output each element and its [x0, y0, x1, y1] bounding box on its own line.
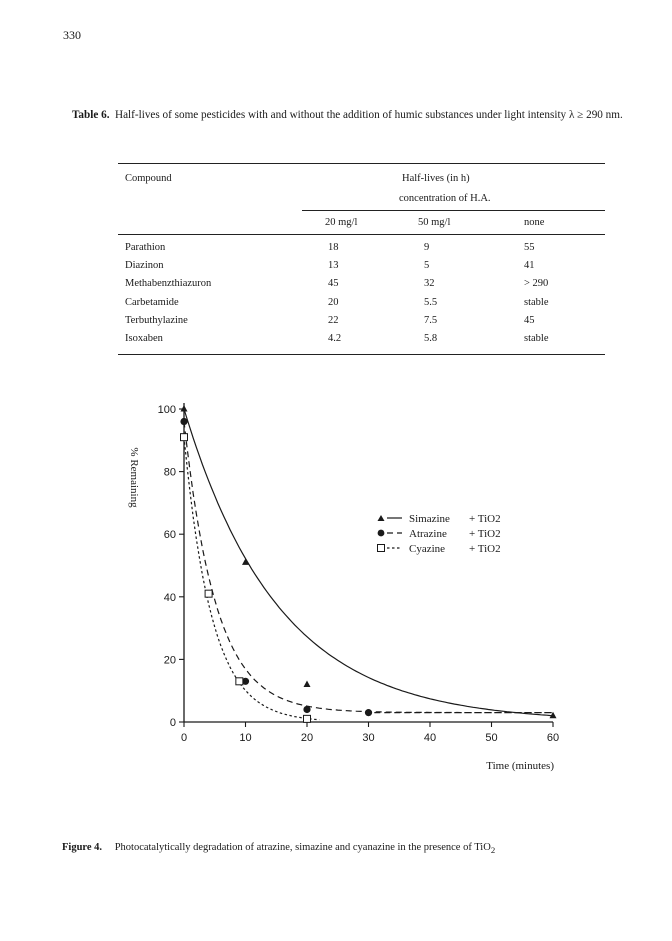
cell-none: 41	[524, 260, 535, 272]
cell-compound: Diazinon	[125, 260, 164, 272]
degradation-chart	[0, 390, 672, 790]
x-tick-label: 60	[546, 732, 560, 744]
cell-none: 45	[524, 314, 535, 326]
simazine-point	[304, 680, 311, 687]
atrazine-point	[365, 709, 372, 716]
simazine-point	[181, 405, 188, 412]
cell-50mg: 9	[424, 242, 430, 253]
cell-compound: Isoxaben	[125, 333, 163, 344]
cell-50mg: 5.8	[424, 333, 438, 344]
cell-50mg: 7.5	[424, 314, 438, 326]
cell-none: stable	[524, 296, 549, 308]
legend-series-suffix: + TiO2	[469, 528, 501, 540]
legend-series-suffix: + TiO2	[469, 543, 501, 555]
y-tick-label: 20	[163, 654, 176, 667]
y-tick-label: 100	[157, 404, 176, 416]
legend-series-name: Atrazine	[409, 528, 447, 540]
header-compound: Compound	[125, 173, 172, 184]
x-tick-label: 30	[362, 732, 375, 744]
table-bottom-rule	[118, 354, 605, 355]
legend-series-suffix: + TiO2	[469, 513, 501, 525]
cell-compound: Parathion	[125, 242, 166, 253]
y-tick-label: 0	[169, 717, 176, 729]
figure-caption	[62, 842, 495, 855]
atrazine-point	[180, 418, 187, 425]
figure-caption-text: Photocatalytically degradation of atrazine, simazine and cyanazine in the presence of TiO	[114, 842, 491, 853]
y-axis-label: % Remaining	[128, 447, 140, 508]
legend-cyazine-marker	[378, 545, 385, 552]
concentration-rule	[302, 210, 605, 211]
subheader-50: 50 mg/l	[418, 217, 451, 228]
cyazine-point	[181, 434, 188, 441]
cell-20mg: 13	[328, 260, 339, 272]
cell-20mg: 20	[328, 296, 339, 308]
cyazine-point	[304, 715, 311, 722]
cell-compound: Carbetamide	[125, 296, 179, 308]
cell-none: > 290	[524, 278, 549, 290]
cell-20mg: 22	[328, 314, 339, 326]
x-tick-label: 0	[180, 732, 188, 744]
subheader-none: none	[524, 217, 545, 228]
cell-20mg: 4.2	[328, 333, 342, 344]
legend-atrazine-marker	[378, 530, 385, 537]
series-line-atrazine	[184, 422, 553, 713]
figure-caption-subscript: 2	[490, 845, 496, 856]
legend-series-name: Cyazine	[409, 543, 446, 555]
y-tick-label: 60	[163, 529, 176, 542]
cell-none: stable	[524, 333, 549, 344]
legend-series-name: Simazine	[409, 513, 450, 525]
header-concentration: concentration of H.A.	[399, 193, 491, 204]
y-tick-label: 80	[163, 466, 176, 479]
x-tick-label: 10	[239, 732, 252, 744]
x-tick-label: 20	[300, 732, 314, 744]
legend-simazine-marker	[378, 515, 385, 521]
table-caption-label: Table 6.	[72, 109, 110, 121]
header-half-lives: Half-lives (in h)	[402, 173, 470, 184]
table-caption-text: Half-lives of some pesticides with and without the addition of humic substances under light intensity λ ≥ 290 nm.	[115, 109, 623, 121]
cell-50mg: 5.5	[424, 296, 438, 308]
series-line-cyazine	[184, 437, 319, 720]
x-tick-label: 50	[485, 732, 498, 744]
cell-20mg: 18	[328, 242, 339, 253]
y-tick-label: 40	[163, 591, 176, 604]
cell-50mg: 32	[424, 278, 435, 290]
page-number: 330	[63, 28, 81, 42]
cyazine-point	[236, 678, 243, 685]
series-line-simazine	[184, 409, 553, 716]
cyazine-point	[205, 590, 212, 597]
cell-50mg: 5	[424, 260, 430, 272]
header-bottom-rule	[118, 234, 605, 235]
cell-none: 55	[524, 242, 535, 253]
table-top-rule	[118, 163, 605, 164]
cell-compound: Terbuthylazine	[125, 314, 188, 326]
subheader-20: 20 mg/l	[325, 217, 358, 228]
cell-20mg: 45	[328, 278, 339, 290]
x-axis-label: Time (minutes)	[486, 760, 554, 772]
atrazine-point	[303, 706, 310, 713]
x-tick-label: 40	[423, 732, 437, 744]
cell-compound: Methabenzthiazuron	[125, 278, 212, 290]
figure-caption-label: Figure 4.	[62, 842, 103, 853]
